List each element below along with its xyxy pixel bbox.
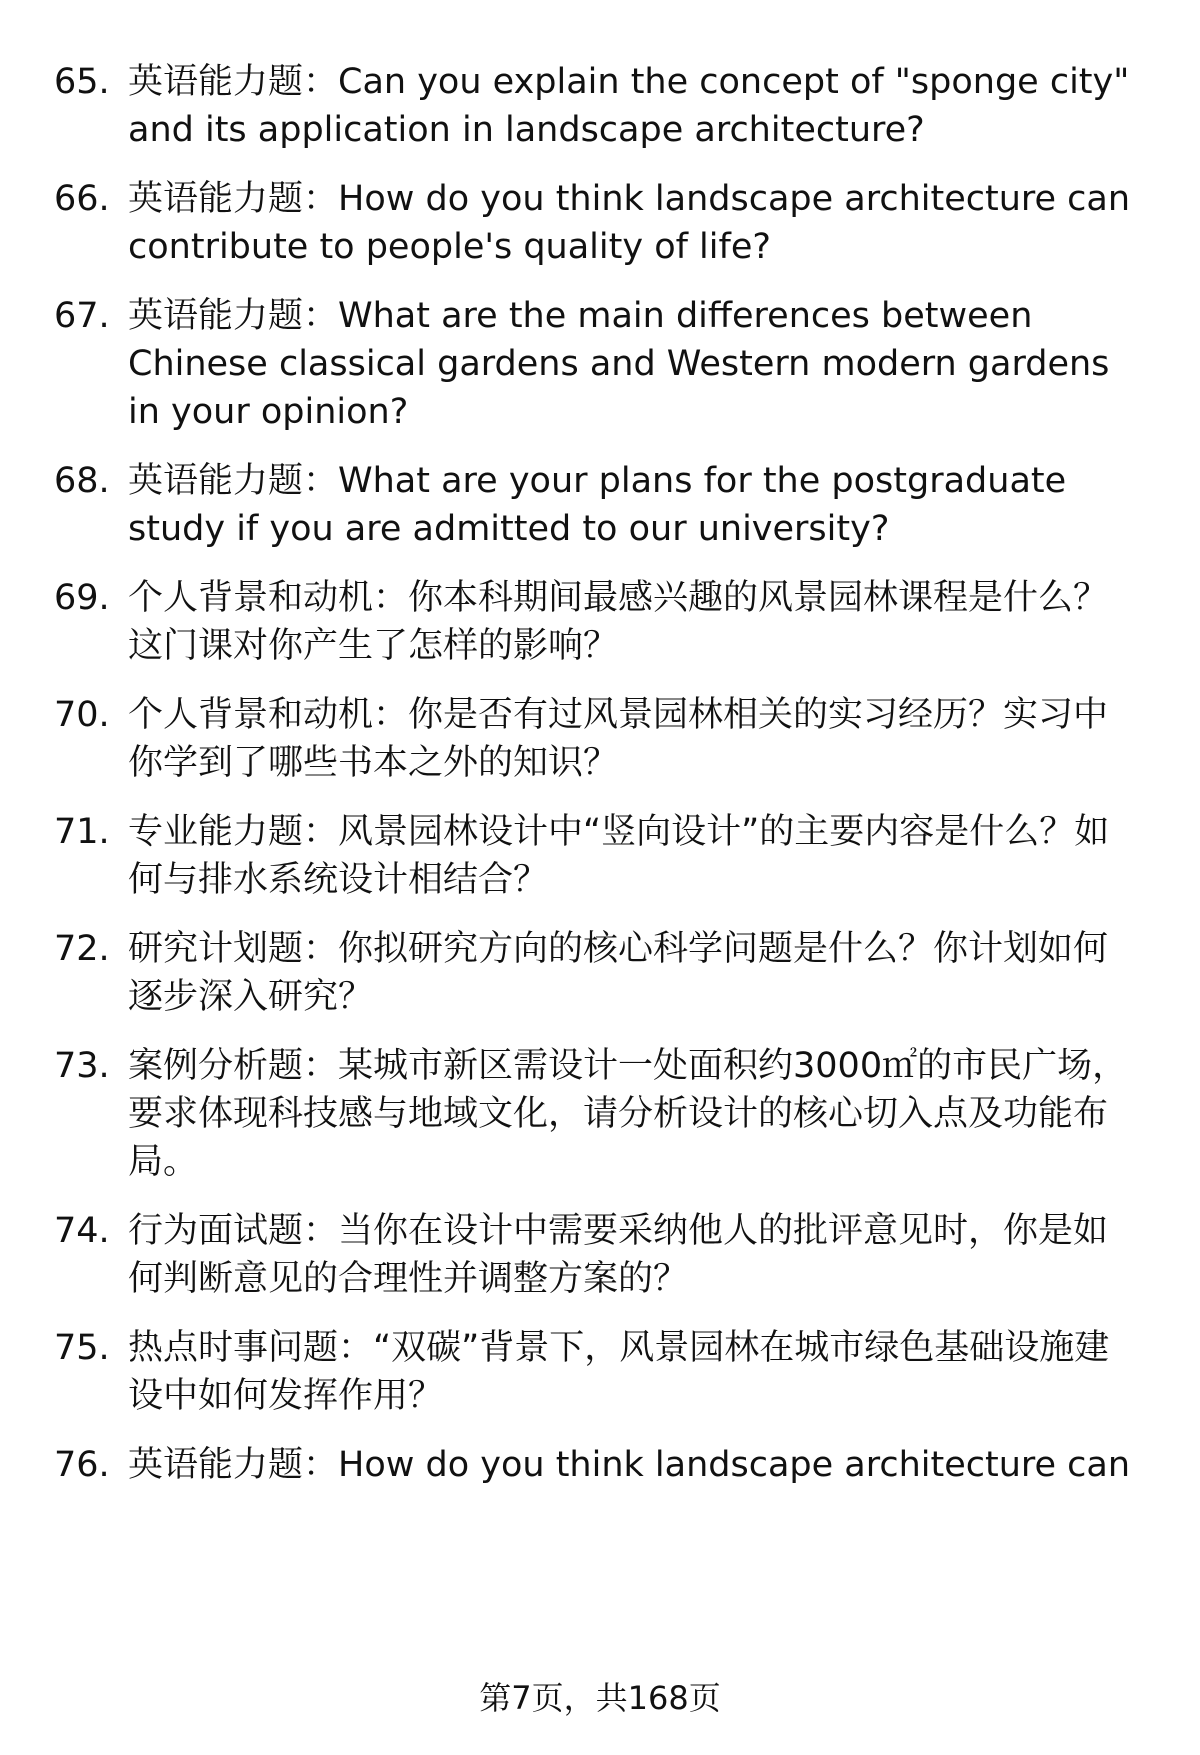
question-number: 70. [54,695,110,735]
question-list [0,58,1200,1510]
question-number: 76. [54,1445,110,1485]
question-text: 某城市新区需设计一处面积约3000㎡的市民广场，要求体现科技感与地域文化，请分析设计的核心切入点及功能布局。 [128,1046,1128,1182]
question-item [0,457,1200,553]
question-text: How do you think landscape architecture can contribute to people's quality of life? [128,179,1131,267]
question-text: 你是否有过风景园林相关的实习经历？实习中你学到了哪些书本之外的知识？ [128,695,1109,783]
page-number: 第7页，共168页 [479,1679,721,1717]
question-item [0,925,1200,1021]
question-text: 你拟研究方向的核心科学问题是什么？你计划如何逐步深入研究？ [128,929,1109,1017]
question-item [0,691,1200,787]
question-text: How do you think landscape architecture can [338,1445,1131,1485]
question-number: 74. [54,1211,110,1251]
question-item [0,574,1200,670]
question-category: 案例分析题： [128,1046,339,1086]
question-category: 英语能力题： [128,62,339,102]
question-body [128,1207,1138,1303]
question-body [128,1324,1138,1420]
question-category: 英语能力题： [128,296,339,336]
question-category: 专业能力题： [128,812,339,852]
question-number: 69. [54,578,110,618]
question-text: 你本科期间最感兴趣的风景园林课程是什么？这门课对你产生了怎样的影响？ [128,578,1109,666]
question-number: 71. [54,812,110,852]
question-body [128,574,1138,670]
question-item [0,1324,1200,1420]
question-text: Can you explain the concept of "sponge city" and its application in landscape architecture? [128,62,1130,150]
question-text: “双碳”背景下，风景园林在城市绿色基础设施建设中如何发挥作用？ [128,1328,1110,1416]
question-category: 研究计划题： [128,929,339,969]
question-number: 73. [54,1046,110,1086]
question-text: 当你在设计中需要采纳他人的批评意见时，你是如何判断意见的合理性并调整方案的？ [128,1211,1109,1299]
question-body [128,1042,1138,1186]
question-number: 75. [54,1328,110,1368]
question-category: 英语能力题： [128,1445,339,1485]
question-number: 65. [54,62,110,102]
question-category: 英语能力题： [128,461,339,501]
question-item [0,1441,1200,1489]
question-item [0,292,1200,436]
question-item [0,808,1200,904]
question-text: What are your plans for the postgraduate study if you are admitted to our university? [128,461,1067,549]
question-category: 热点时事问题： [128,1328,374,1368]
question-text: What are the main differences between Chinese classical gardens and Western modern gardens in your opinion? [128,296,1110,432]
question-text: 风景园林设计中“竖向设计”的主要内容是什么？如何与排水系统设计相结合？ [128,812,1110,900]
question-body [128,1441,1138,1489]
question-category: 个人背景和动机： [128,695,409,735]
question-item [0,175,1200,271]
question-body [128,808,1138,904]
question-category: 个人背景和动机： [128,578,409,618]
question-body [128,292,1138,436]
question-number: 66. [54,179,110,219]
question-body [128,58,1138,154]
question-item [0,1207,1200,1303]
question-body [128,925,1138,1021]
question-category: 行为面试题： [128,1211,339,1251]
question-number: 68. [54,461,110,501]
question-item [0,58,1200,154]
question-number: 72. [54,929,110,969]
question-body [128,691,1138,787]
question-body [128,175,1138,271]
question-number: 67. [54,296,110,336]
question-item [0,1042,1200,1186]
question-body [128,457,1138,553]
question-category: 英语能力题： [128,179,339,219]
